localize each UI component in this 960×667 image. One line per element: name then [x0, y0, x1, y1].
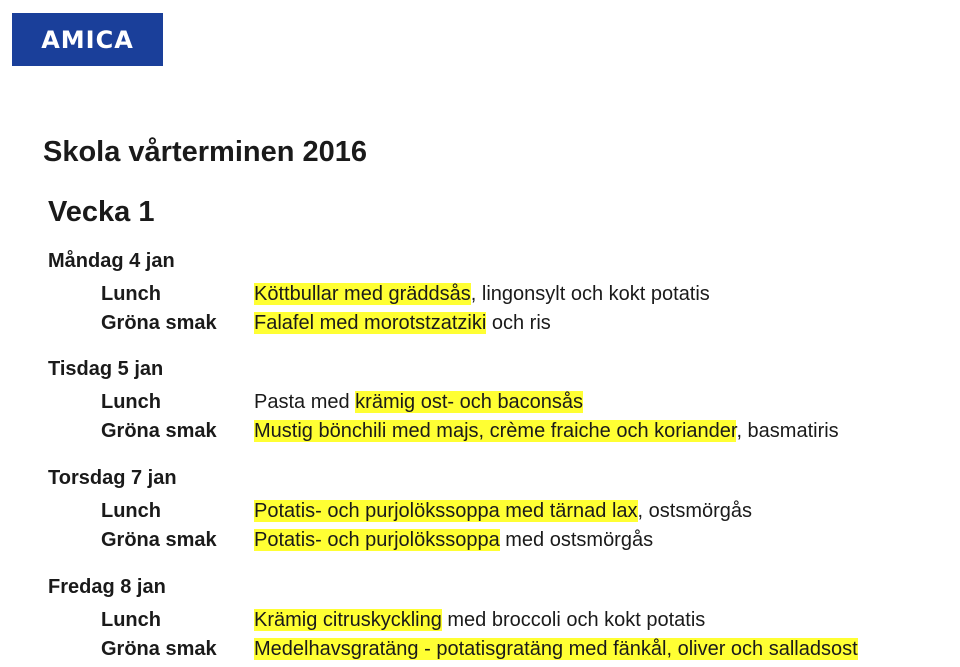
dish-highlighted-text: Potatis- och purjolökssoppa — [254, 529, 500, 551]
week-heading: Vecka 1 — [48, 196, 155, 228]
meal-row — [0, 283, 960, 311]
meal-row — [0, 391, 960, 419]
dish-text: med ostsmörgås — [499, 529, 654, 551]
dish-text: Pasta med — [254, 391, 356, 413]
meal-label: Lunch — [101, 609, 161, 631]
day-heading: Måndag 4 jan — [48, 250, 175, 272]
day-heading: Tisdag 5 jan — [48, 358, 164, 380]
meal-row — [0, 420, 960, 448]
meal-row — [0, 609, 960, 637]
meal-label: Lunch — [101, 500, 161, 522]
dish-text: , lingonsylt och kokt potatis — [470, 283, 710, 305]
dish-text: med broccoli och kokt potatis — [441, 609, 706, 631]
meal-row — [0, 638, 960, 666]
dish-description — [254, 391, 583, 414]
dish-text: , ostsmörgås — [637, 500, 753, 522]
dish-text: och ris — [486, 312, 551, 334]
day-heading: Torsdag 7 jan — [48, 467, 177, 489]
meal-label: Gröna smak — [101, 638, 217, 660]
dish-highlighted-text: Potatis- och purjolökssoppa med tärnad lax — [254, 500, 638, 522]
page-title: Skola vårterminen 2016 — [43, 136, 368, 168]
amica-logo — [12, 13, 163, 66]
dish-highlighted-text: krämig ost- och baconsås — [355, 391, 584, 413]
dish-highlighted-text: Krämig citruskyckling — [254, 609, 442, 631]
dish-highlighted-text: Falafel med morotstzatziki — [254, 312, 487, 334]
dish-description — [254, 529, 653, 552]
meal-label: Gröna smak — [101, 312, 217, 334]
dish-description — [254, 283, 710, 306]
day-heading: Fredag 8 jan — [48, 576, 166, 598]
dish-description — [254, 638, 858, 661]
dish-highlighted-text: Köttbullar med gräddsås — [254, 283, 471, 305]
meal-label: Lunch — [101, 391, 161, 413]
dish-text: , basmatiris — [736, 420, 839, 442]
dish-description — [254, 312, 551, 335]
dish-description — [254, 420, 839, 443]
dish-highlighted-text: Medelhavsgratäng - potatisgratäng med fänkål, oliver och salladsost — [254, 638, 858, 660]
dish-description — [254, 500, 752, 523]
logo-text: AMICA — [41, 25, 134, 54]
meal-label: Gröna smak — [101, 420, 217, 442]
dish-highlighted-text: Mustig bönchili med majs, crème fraiche och koriander — [254, 420, 737, 442]
meal-row — [0, 500, 960, 528]
meal-row — [0, 529, 960, 557]
meal-label: Lunch — [101, 283, 161, 305]
dish-description — [254, 609, 705, 632]
meal-label: Gröna smak — [101, 529, 217, 551]
meal-row — [0, 312, 960, 340]
